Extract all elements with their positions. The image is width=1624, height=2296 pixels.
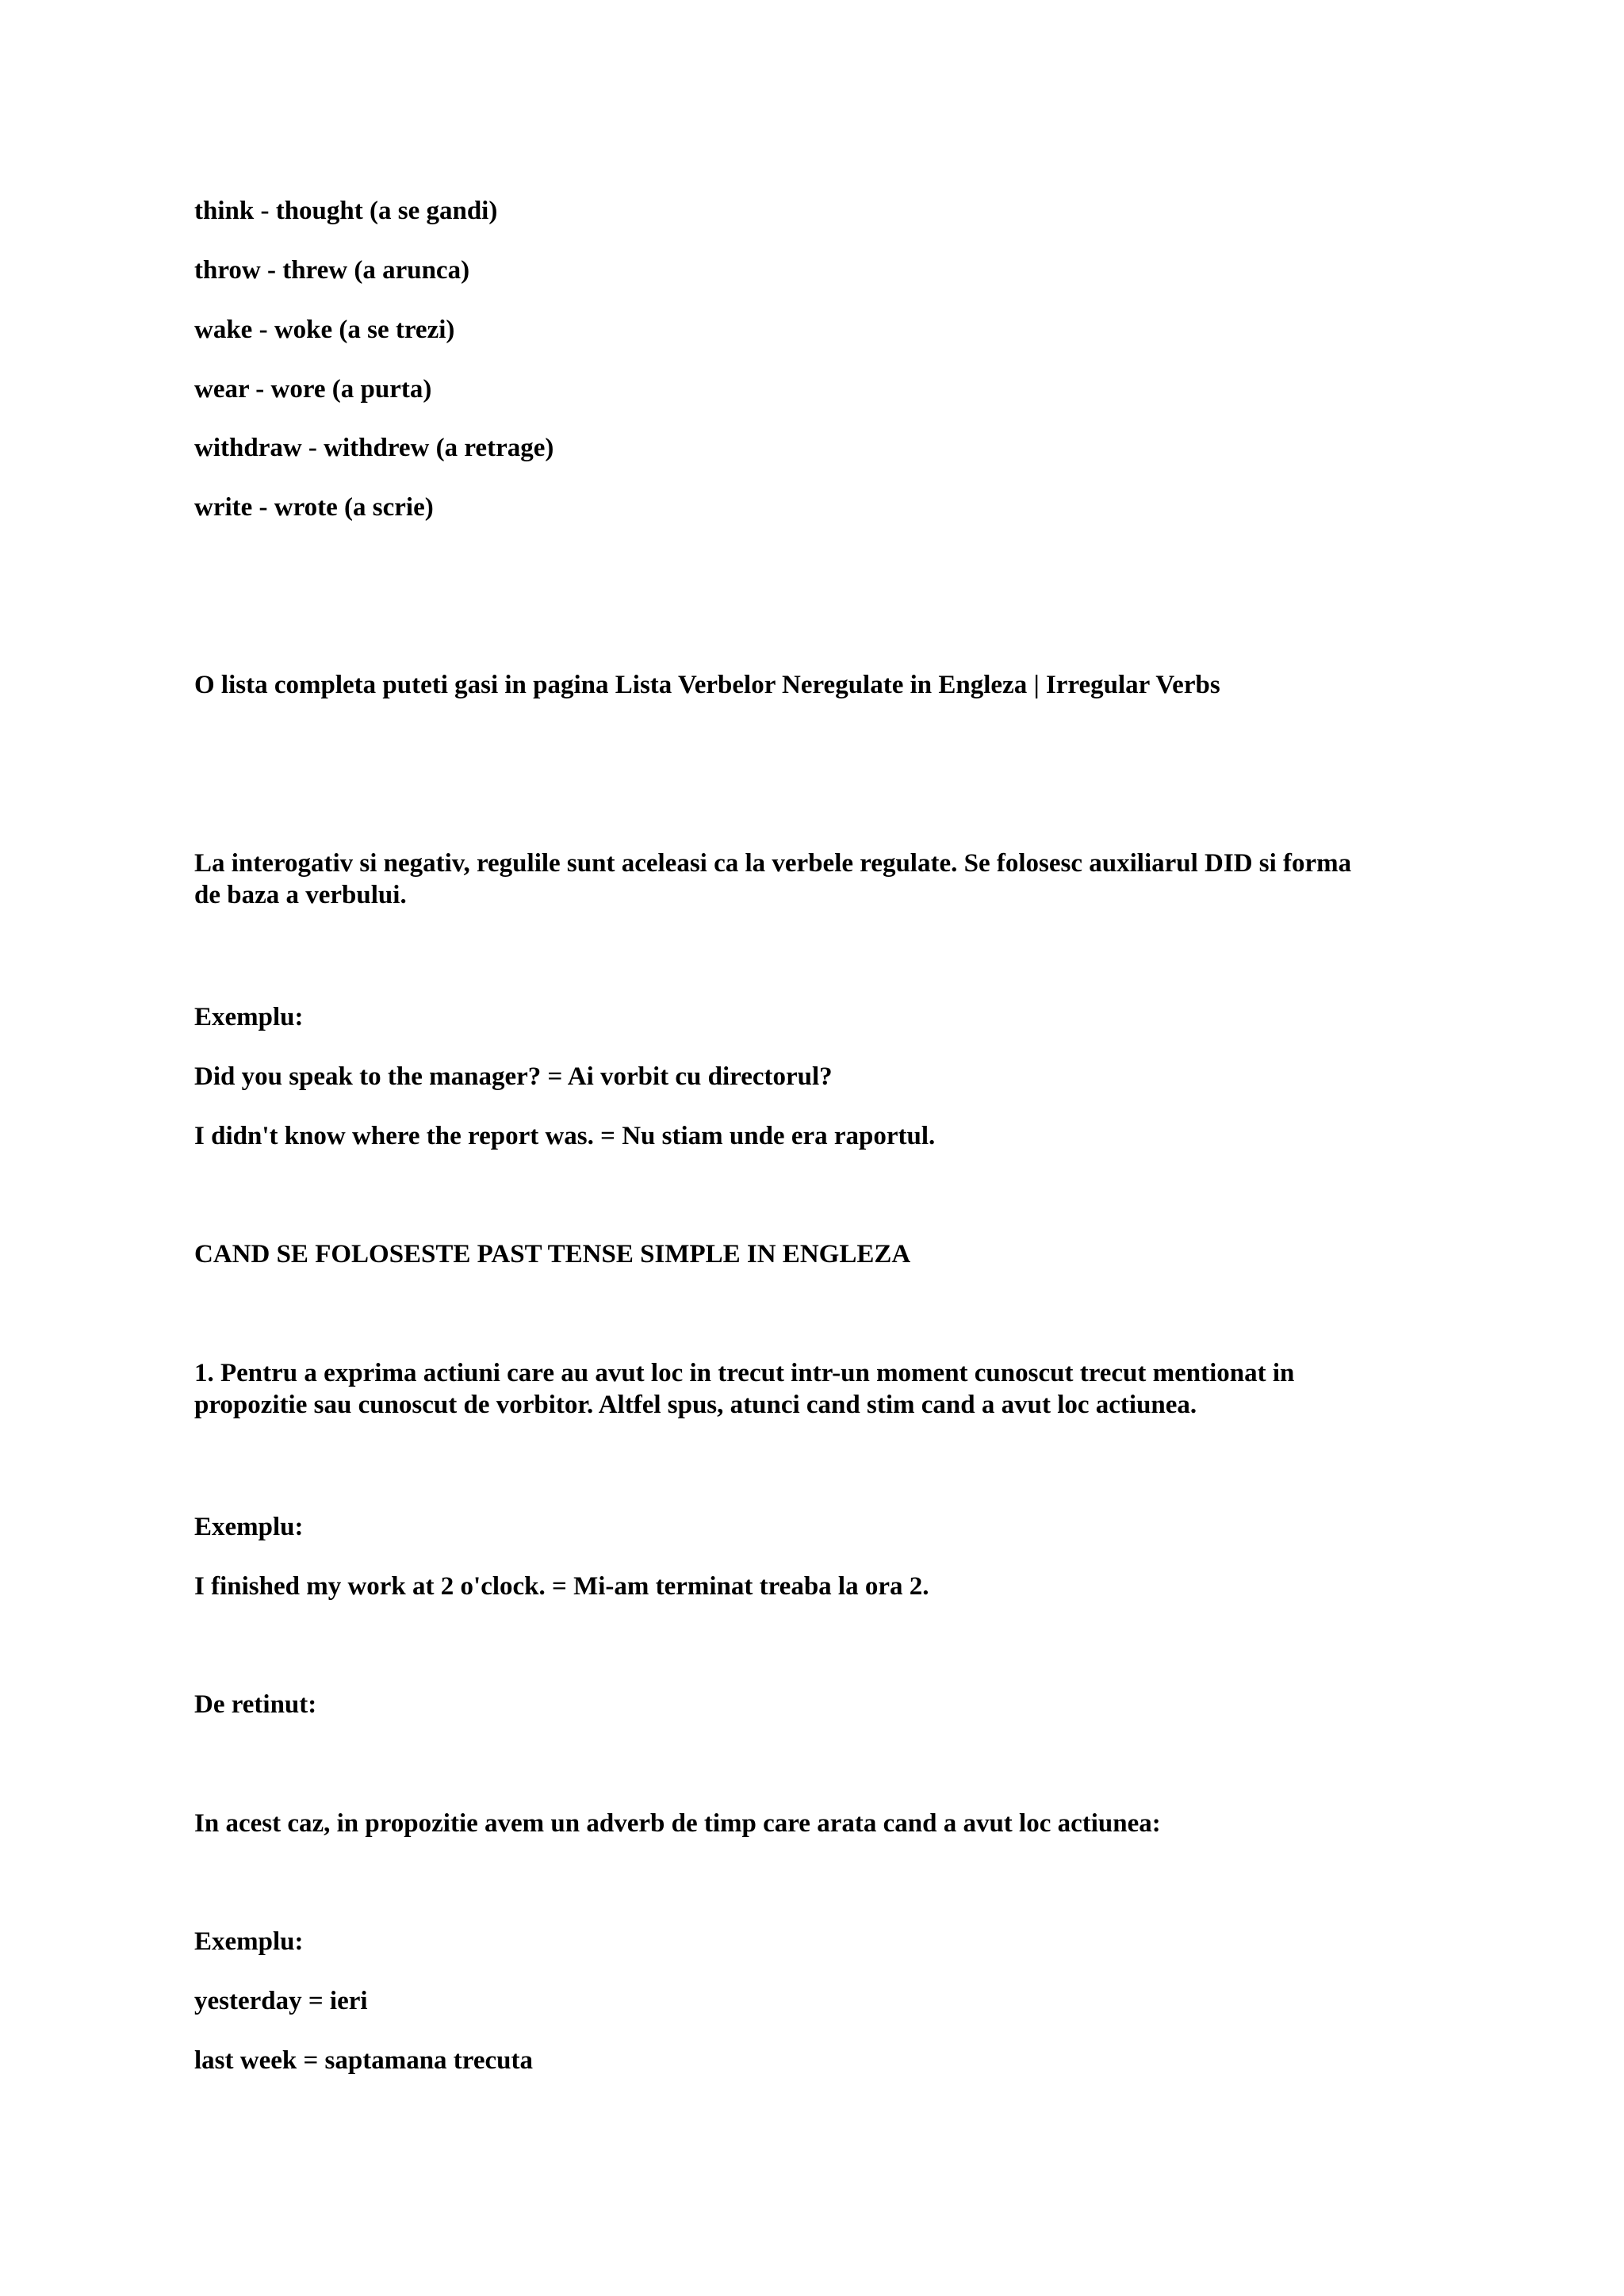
remember-label: De retinut: — [194, 1690, 317, 1719]
example-label: Exemplu: — [194, 1513, 304, 1541]
verb-item: write - wrote (a scrie) — [194, 493, 434, 522]
paragraph-line: 1. Pentru a exprima actiuni care au avut loc in trecut intr-un moment cunoscut trecut mentionat in — [194, 1359, 1295, 1387]
usage-paragraph — [194, 1357, 1447, 1421]
paragraph-line: propozitie sau cunoscut de vorbitor. Altfel spus, atunci cand stim cand a avut loc actiunea. — [194, 1391, 1197, 1419]
example-sentence: Did you speak to the manager? = Ai vorbit cu directorul? — [194, 1062, 833, 1091]
interrogative-rule-paragraph — [194, 848, 1447, 911]
example-sentence: last week = saptamana trecuta — [194, 2046, 533, 2075]
verb-item: withdraw - withdrew (a retrage) — [194, 434, 554, 462]
example-sentence: yesterday = ieri — [194, 1987, 368, 2015]
example-label: Exemplu: — [194, 1003, 304, 1031]
verb-item: think - thought (a se gandi) — [194, 197, 498, 225]
paragraph-line: de baza a verbului. — [194, 881, 407, 909]
paragraph-line: La interogativ si negativ, regulile sunt aceleasi ca la verbele regulate. Se folosesc auxiliarul DID si forma — [194, 849, 1352, 878]
list-reference-text: O lista completa puteti gasi in pagina Lista Verbelor Neregulate in Engleza | Irregular Verbs — [194, 671, 1220, 699]
verb-item: wear - wore (a purta) — [194, 375, 432, 404]
example-sentence: I didn't know where the report was. = Nu stiam unde era raportul. — [194, 1122, 936, 1150]
adverb-note: In acest caz, in propozitie avem un adverb de timp care arata cand a avut loc actiunea: — [194, 1809, 1161, 1838]
example-sentence: I finished my work at 2 o'clock. = Mi-am terminat treaba la ora 2. — [194, 1572, 929, 1601]
verb-item: wake - woke (a se trezi) — [194, 316, 455, 344]
example-label: Exemplu: — [194, 1927, 304, 1956]
verb-item: throw - threw (a arunca) — [194, 256, 470, 285]
section-heading: CAND SE FOLOSESTE PAST TENSE SIMPLE IN ENGLEZA — [194, 1240, 911, 1269]
